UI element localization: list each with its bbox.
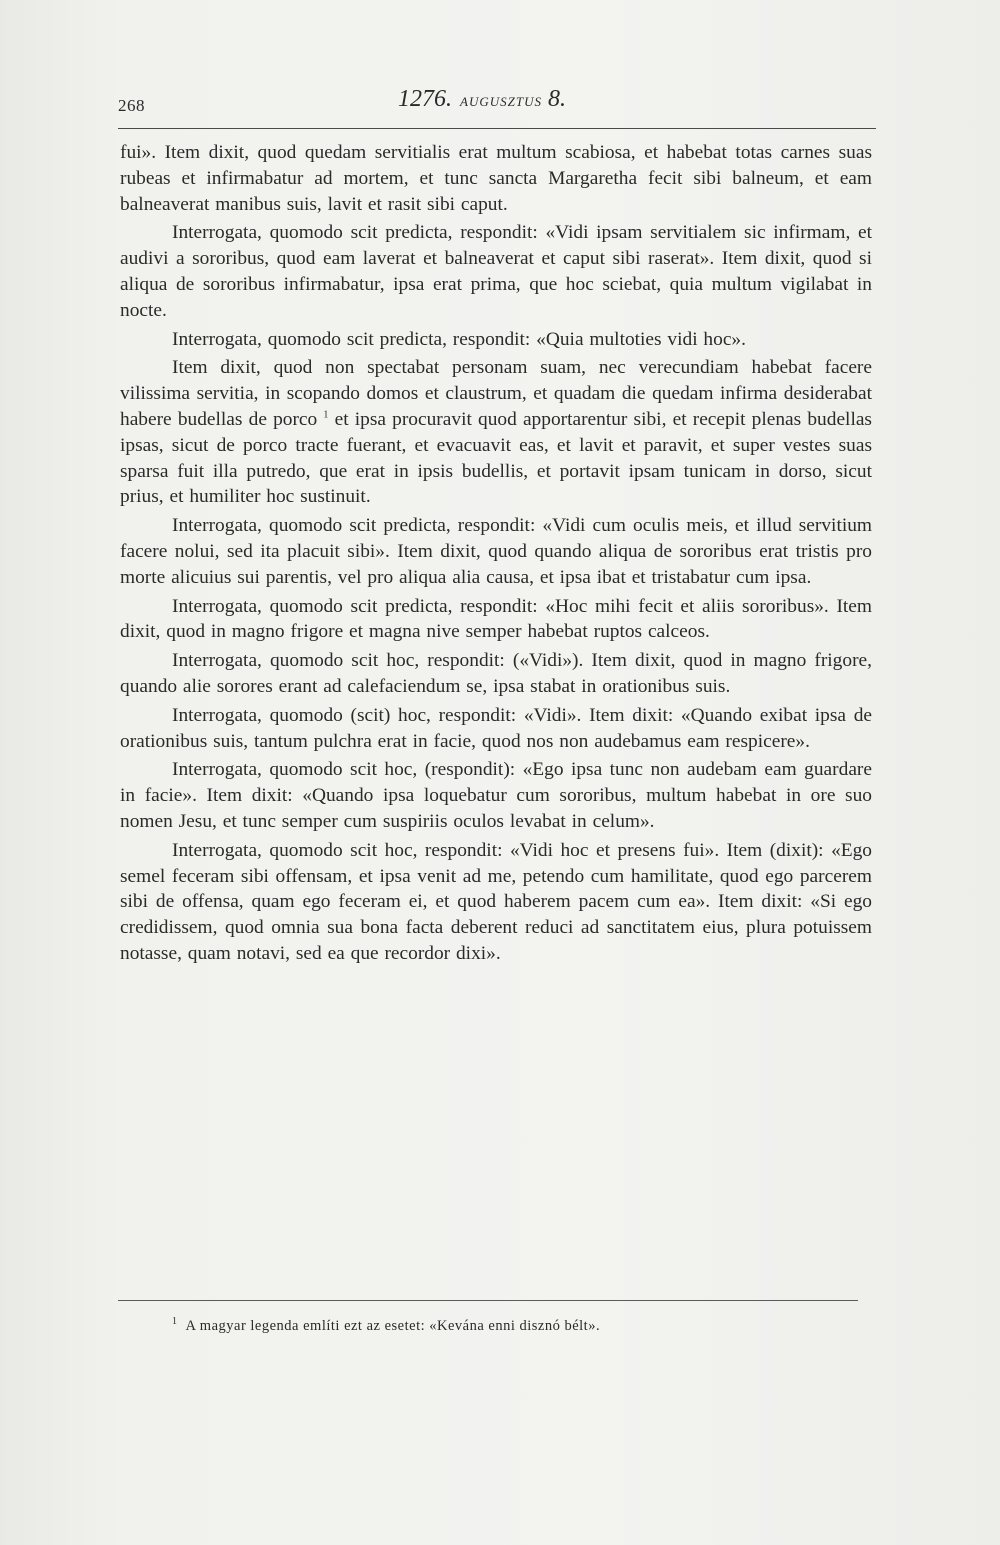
paragraph: fui». Item dixit, quod quedam servitialis erat multum scabiosa, et habebat totas carnes suas rubeas et infirmabatur ad mortem, et tunc sancta Margaretha fecit sibi balneum, et eam balneaverat manibus suis, lavit et rasit sibi caput. xyxy=(120,142,872,215)
page-header xyxy=(118,86,876,118)
footnote-reference[interactable]: 1 xyxy=(323,409,329,421)
footnote xyxy=(172,1316,872,1335)
main-text xyxy=(120,140,872,970)
header-divider xyxy=(118,128,876,129)
running-head-month: augusztus xyxy=(460,90,542,111)
page-number: 268 xyxy=(118,96,145,115)
running-head-date xyxy=(398,86,566,113)
paragraph: Interrogata, quomodo scit predicta, respondit: «Vidi cum oculis meis, et illud servitium facere nolui, sed ita placuit sibi». Item dixit, quod quando aliqua de sororibus erat tristis pro morte alicuius sui parentis, vel pro aliqua alia causa, et ipsa ibat et tristabatur cum ipsa. xyxy=(120,515,872,588)
paragraph: Interrogata, quomodo scit hoc, respondit: («Vidi»). Item dixit, quod in magno frigore, quando alie sorores erant ad calefaciendum se, ipsa stabat in orationibus suis. xyxy=(120,650,872,697)
paragraph: Interrogata, quomodo scit hoc, respondit: «Vidi hoc et presens fui». Item (dixit): «Ego semel feceram sibi offensam, et ipsa venit ad me, petendo cum hamilitate, quod ego parcerem sibi de offensa, quam ego feceram ei, et quod haberem pacem cum ea». Item dixit: «Si ego credidissem, quod omnia sua bona facta deberent reduci ad sanctitatem eius, plura potuissem notasse, quam notavi, sed ea que recordor dixi». xyxy=(120,839,872,964)
paragraph: Interrogata, quomodo scit predicta, respondit: «Quia multoties vidi hoc». xyxy=(172,328,746,350)
footnote-marker: 1 xyxy=(172,1316,178,1327)
paragraph-part: Item dixit, quod non spectabat personam suam, nec verecundiam habebat facere vilissima servitia, in scopando domos et claustrum, et quadam die quedam infirma desiderabat habere budellas de porco xyxy=(120,357,872,430)
paragraph: Interrogata, quomodo scit predicta, respondit: «Hoc mihi fecit et aliis sororibus». Item dixit, quod in magno frigore et magna nive semper habebat ruptos calceos. xyxy=(120,595,872,643)
footnote-divider xyxy=(118,1300,858,1301)
running-head-year: 1276. xyxy=(398,86,452,112)
footnote-text: A magyar legenda említi ezt az esetet: «Kevána enni disznó bélt». xyxy=(185,1317,601,1334)
paragraph: Interrogata, quomodo (scit) hoc, respondit: «Vidi». Item dixit: «Quando exibat ipsa de orationibus suis, tantum pulchra erat in facie, quod nos non audebamus eam respicere». xyxy=(120,704,872,752)
running-head-day: 8. xyxy=(547,86,566,112)
paragraph-with-footnote xyxy=(120,355,872,510)
paragraph-part: et ipsa procuravit quod apportarentur sibi, et recepit plenas budellas ipsas, sicut de porco tracte fuerant, et evacuavit eas, et lavit et paravit, et super vestes suas sparsa fuit illa putredo, que erat in ipsis budellis, et portavit ipsam tunicam in dorso, sicut prius, et humiliter hoc sustinuit. xyxy=(120,408,872,508)
paragraph: Interrogata, quomodo scit hoc, (respondit): «Ego ipsa tunc non audebam eam guardare in facie». Item dixit: «Quando ipsa loquebatur cum sororibus, multum habebat in ore suo nomen Jesu, et tunc semper cum suspiriis oculos levabat in celum». xyxy=(120,759,872,832)
paragraph: Interrogata, quomodo scit predicta, respondit: «Vidi ipsam servitialem sic infirmam, et audivi a sororibus, quod eam laverat et balneaverat et caput sibi raserat». Item dixit, quod si aliqua de sororibus infirmabatur, ipsa erat prima, que hoc sciebat, quia multum vigilabat in nocte. xyxy=(120,222,872,321)
